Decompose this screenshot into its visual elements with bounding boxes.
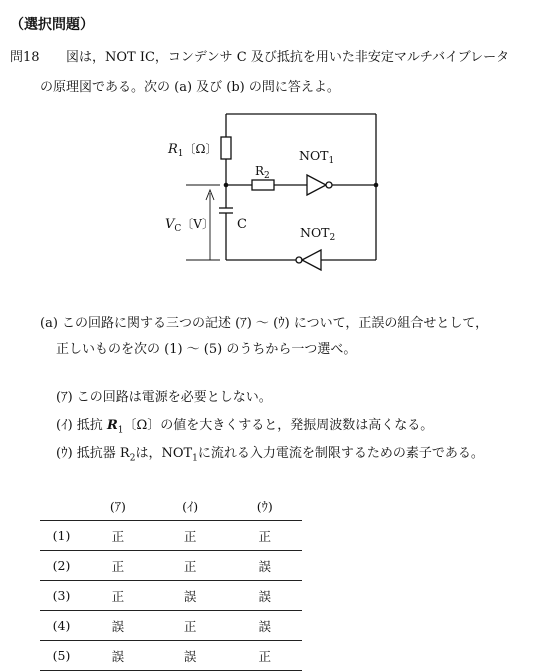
statement-a: (ｱ) この回路は電源を必要としない。	[56, 390, 272, 405]
table-row	[40, 521, 302, 551]
option-number: (4)	[40, 611, 83, 641]
table-header-row	[40, 492, 302, 521]
question-number: 問18	[10, 50, 40, 65]
table-cell: 正	[227, 521, 302, 551]
table-cell: 誤	[83, 641, 153, 671]
table-cell: 誤	[83, 611, 153, 641]
statement-c: (ｳ) 抵抗器 $R_2$は，$NOT_1$に流れる入力電流を制限するための素子である。	[56, 446, 484, 464]
table-header-cell: (ｱ)	[83, 492, 153, 521]
junction-dot-right	[374, 183, 379, 188]
question-text-line-1: 図は，NOT IC，コンデンサ C 及び抵抗を用いた非安定マルチバイブレータ	[66, 50, 510, 65]
part-a-line-2: 正しいものを次の (1) ～ (5) のうちから一つ選べ。	[56, 342, 357, 357]
section-title: （選択問題）	[10, 17, 94, 33]
question-text-line-2: の原理図である。次の (a) 及び (b) の問に答えよ。	[40, 80, 340, 95]
resistor-r1	[221, 137, 231, 159]
table-cell: 正	[153, 551, 228, 581]
option-number: (5)	[40, 641, 83, 671]
part-a-line-1: (a) この回路に関する三つの記述 (ｱ) ～ (ｳ) について，正誤の組合せとして，	[40, 316, 489, 331]
table-cell: 正	[153, 521, 228, 551]
table-cell: 正	[83, 521, 153, 551]
c-label: C	[237, 217, 247, 232]
table-cell: 正	[83, 581, 153, 611]
table-cell: 正	[227, 641, 302, 671]
table-header-cell: (ｲ)	[153, 492, 228, 521]
not1-bubble	[326, 182, 332, 188]
not2-gate	[302, 250, 321, 270]
table-row	[40, 581, 302, 611]
table-cell: 正	[153, 611, 228, 641]
table-header-cell: (ｳ)	[227, 492, 302, 521]
table-cell: 誤	[227, 611, 302, 641]
not2-label: $NOT_2$	[300, 225, 336, 243]
r1-label: $R_1$〔Ω〕	[168, 142, 218, 159]
option-number: (3)	[40, 581, 83, 611]
table-cell: 誤	[153, 581, 228, 611]
option-number: (2)	[40, 551, 83, 581]
table-cell: 誤	[153, 641, 228, 671]
statement-b: (ｲ) 抵抗 $R_1$〔Ω〕の値を大きくすると，発振周波数は高くなる。	[56, 418, 434, 436]
not1-gate	[307, 175, 326, 195]
circuit-diagram	[150, 100, 400, 275]
answer-table	[40, 492, 302, 671]
table-header-cell	[40, 492, 83, 521]
resistor-r2	[252, 180, 274, 190]
vc-label: $V_C$〔V〕	[165, 217, 214, 234]
table-cell: 正	[83, 551, 153, 581]
option-number: (1)	[40, 521, 83, 551]
r2-label: $R_2$	[255, 164, 270, 181]
table-row	[40, 641, 302, 671]
table-cell: 誤	[227, 551, 302, 581]
junction-dot-left	[224, 183, 229, 188]
table-row	[40, 551, 302, 581]
table-row	[40, 611, 302, 641]
table-cell: 誤	[227, 581, 302, 611]
not1-label: $NOT_1$	[299, 148, 335, 166]
